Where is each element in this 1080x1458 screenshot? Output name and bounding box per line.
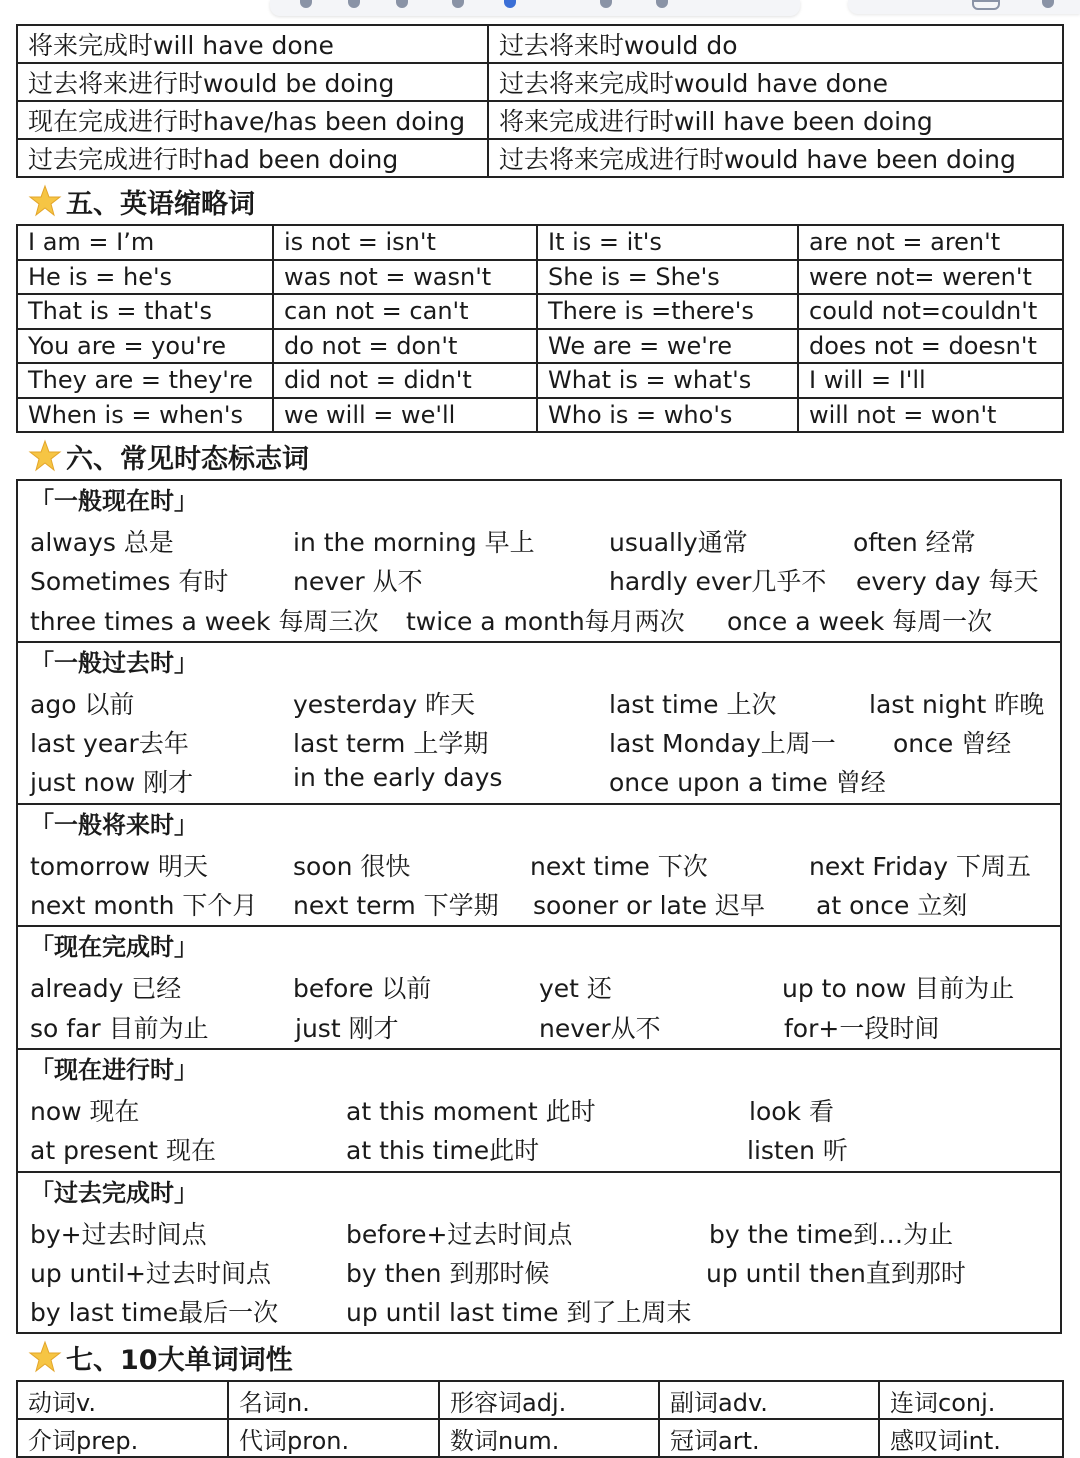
marker-phrase: by last time最后一次	[30, 1298, 279, 1328]
tense-marker-block	[18, 925, 1060, 1048]
table-cell: 介词prep.	[17, 1419, 228, 1457]
table-cell: It is = it's	[537, 225, 798, 260]
table-cell: You are = you're	[17, 329, 273, 364]
more-options-icon[interactable]	[972, 0, 1000, 10]
pen-tool-icon[interactable]	[300, 0, 312, 8]
table-cell: There is =there's	[537, 294, 798, 329]
table-cell: Who is = who's	[537, 398, 798, 433]
parts-of-speech-row	[17, 1419, 1063, 1457]
table-cell: What is = what's	[537, 363, 798, 398]
star-icon	[28, 439, 62, 473]
table-cell: could not=couldn't	[798, 294, 1063, 329]
section-heading-abbreviations	[16, 178, 1062, 224]
marker-phrase: for+一段时间	[784, 1013, 940, 1043]
marker-phrase: before+过去时间点	[346, 1219, 573, 1249]
tense-block-title: 「一般将来时」	[30, 810, 198, 839]
marker-row	[30, 1088, 1048, 1127]
pointer-tool-icon[interactable]	[656, 0, 668, 8]
table-cell: will not = won't	[798, 398, 1063, 433]
tense-marker-block	[18, 1171, 1060, 1333]
table-cell: 过去将来进行时would be doing	[17, 63, 488, 101]
marker-phrase: Sometimes 有时	[30, 567, 229, 597]
tense-row	[17, 139, 1063, 177]
table-cell: was not = wasn't	[273, 260, 537, 295]
marker-row	[30, 1289, 1048, 1328]
marker-phrase: in the morning 早上	[293, 528, 535, 557]
table-cell: We are = we're	[537, 329, 798, 364]
marker-phrase: at present 现在	[30, 1136, 217, 1166]
abbreviation-row	[17, 260, 1063, 295]
marker-phrase: sooner or late 迟早	[533, 891, 765, 921]
marker-phrase: at this time此时	[346, 1136, 540, 1166]
table-cell: 过去将来时would do	[488, 25, 1063, 63]
section-title: 六、常见时态标志词	[66, 443, 309, 475]
table-cell: I will = I'll	[798, 363, 1063, 398]
marker-phrase: soon 很快	[293, 851, 411, 881]
abbreviation-row	[17, 225, 1063, 260]
tense-block-title: 「现在进行时」	[30, 1055, 198, 1084]
star-icon	[28, 1340, 62, 1374]
marker-phrase: before 以前	[293, 974, 432, 1004]
parts-of-speech-row	[17, 1381, 1063, 1419]
marker-phrase: just 刚才	[295, 1013, 399, 1043]
table-cell: That is = that's	[17, 294, 273, 329]
marker-phrase: once upon a time 曾经	[609, 768, 886, 798]
marker-phrase: by the time到…为止	[709, 1219, 954, 1249]
tense-marker-block	[18, 1048, 1060, 1171]
table-cell: 过去完成进行时had been doing	[17, 139, 488, 177]
table-cell: are not = aren't	[798, 225, 1063, 260]
marker-phrase: often 经常	[853, 528, 976, 557]
abbreviation-row	[17, 329, 1063, 364]
share-icon[interactable]	[1042, 0, 1054, 8]
marker-row	[30, 1211, 1048, 1250]
marker-phrase: twice a month每月两次	[406, 606, 685, 636]
marker-phrase: now 现在	[30, 1096, 140, 1126]
marker-row	[30, 759, 1048, 798]
marker-row	[30, 598, 1048, 637]
table-cell: can not = can't	[273, 294, 537, 329]
marker-row	[30, 965, 1048, 1004]
marker-phrase: next month 下个月	[30, 891, 258, 921]
table-cell: 过去将来完成进行时would have been doing	[488, 139, 1063, 177]
marker-row	[30, 681, 1048, 720]
marker-row	[30, 882, 1048, 921]
marker-phrase: last term 上学期	[293, 729, 489, 759]
marker-phrase: never 从不	[293, 567, 423, 597]
marker-phrase: next Friday 下周五	[809, 851, 1032, 881]
abbreviation-row	[17, 363, 1063, 398]
table-cell: 感叹词int.	[879, 1419, 1063, 1457]
table-cell: 名词n.	[228, 1381, 439, 1419]
marker-row	[30, 720, 1048, 759]
marker-phrase: by then 到那时候	[346, 1258, 550, 1288]
tense-markers-box	[16, 479, 1062, 1334]
marker-phrase: yesterday 昨天	[293, 689, 476, 719]
marker-row	[30, 1005, 1048, 1044]
study-notes-page	[16, 24, 1062, 1458]
table-cell: He is = he's	[17, 260, 273, 295]
marker-row	[30, 1250, 1048, 1289]
table-cell: I am = I’m	[17, 225, 273, 260]
marker-phrase: once 曾经	[893, 729, 1012, 759]
abbreviation-row	[17, 294, 1063, 329]
tense-row	[17, 63, 1063, 101]
section-title: 五、英语缩略词	[66, 188, 255, 220]
marker-phrase: never从不	[539, 1013, 661, 1043]
table-cell: 代词pron.	[228, 1419, 439, 1457]
parts-of-speech-table	[16, 1380, 1064, 1458]
marker-phrase: by+过去时间点	[30, 1219, 207, 1249]
marker-phrase: once a week 每周一次	[727, 606, 993, 636]
marker-phrase: in the early days	[293, 763, 503, 793]
tense-marker-block	[18, 641, 1060, 803]
marker-phrase: hardly ever几乎不	[609, 567, 827, 597]
table-cell: 将来完成进行时will have been doing	[488, 101, 1063, 139]
section-title: 七、10大单词词性	[66, 1344, 293, 1376]
marker-phrase: last Monday上周一	[609, 729, 836, 759]
highlighter-tool-icon[interactable]	[348, 0, 360, 8]
marker-phrase: up until then直到那时	[706, 1258, 966, 1288]
marker-row	[30, 558, 1048, 597]
marker-phrase: up until last time 到了上周末	[346, 1298, 692, 1328]
marker-phrase: at this moment 此时	[346, 1096, 596, 1126]
table-cell: 副词adv.	[659, 1381, 879, 1419]
table-cell: They are = they're	[17, 363, 273, 398]
tense-forms-table	[16, 24, 1064, 178]
marker-phrase: look 看	[749, 1096, 834, 1126]
top-toolbar	[270, 0, 800, 16]
marker-phrase: yet 还	[539, 974, 612, 1004]
table-cell: 冠词art.	[659, 1419, 879, 1457]
marker-phrase: usually通常	[609, 528, 748, 557]
marker-phrase: last time 上次	[609, 689, 777, 719]
image-tool-icon[interactable]	[600, 0, 612, 8]
table-cell: 现在完成进行时have/has been doing	[17, 101, 488, 139]
marker-phrase: three times a week 每周三次	[30, 606, 379, 636]
marker-phrase: tomorrow 明天	[30, 851, 209, 881]
marker-phrase: next term 下学期	[293, 891, 499, 921]
section-heading-parts-of-speech	[16, 1334, 1062, 1380]
tense-block-title: 「一般现在时」	[30, 487, 198, 515]
tense-marker-block	[18, 481, 1060, 641]
tense-block-title: 「过去完成时」	[30, 1178, 198, 1207]
marker-phrase: every day 每天	[856, 567, 1039, 597]
top-toolbar-right	[848, 0, 1080, 14]
tense-row	[17, 25, 1063, 63]
marker-phrase: ago 以前	[30, 689, 135, 719]
marker-phrase: up until+过去时间点	[30, 1258, 271, 1288]
marker-phrase: so far 目前为止	[30, 1013, 209, 1043]
marker-phrase: already 已经	[30, 974, 182, 1004]
section-heading-tense-markers	[16, 433, 1062, 479]
tense-marker-block	[18, 803, 1060, 926]
table-cell: do not = don't	[273, 329, 537, 364]
table-cell: 过去将来完成时would have done	[488, 63, 1063, 101]
table-cell: 形容词adj.	[439, 1381, 659, 1419]
table-cell: we will = we'll	[273, 398, 537, 433]
marker-phrase: last year去年	[30, 729, 189, 759]
table-cell: does not = doesn't	[798, 329, 1063, 364]
table-cell: 数词num.	[439, 1419, 659, 1457]
table-cell: 将来完成时will have done	[17, 25, 488, 63]
marker-row	[30, 519, 1048, 558]
marker-phrase: up to now 目前为止	[782, 974, 1015, 1004]
marker-phrase: last night 昨晚	[869, 689, 1045, 719]
marker-phrase: listen 听	[747, 1136, 848, 1166]
abbreviations-table	[16, 224, 1064, 433]
table-cell: 动词v.	[17, 1381, 228, 1419]
tense-block-title: 「现在完成时」	[30, 933, 198, 962]
table-cell: 连词conj.	[879, 1381, 1063, 1419]
marker-phrase: at once 立刻	[816, 891, 968, 921]
lasso-tool-icon[interactable]	[452, 0, 464, 8]
marker-phrase: just now 刚才	[30, 768, 194, 798]
tense-row	[17, 101, 1063, 139]
eraser-tool-icon[interactable]	[396, 0, 408, 8]
star-icon	[28, 184, 62, 218]
tense-block-title: 「一般过去时」	[30, 648, 198, 677]
abbreviation-row	[17, 398, 1063, 433]
table-cell: were not= weren't	[798, 260, 1063, 295]
marker-phrase: next time 下次	[530, 851, 708, 881]
marker-phrase: always 总是	[30, 528, 174, 557]
table-cell: is not = isn't	[273, 225, 537, 260]
table-cell: She is = She's	[537, 260, 798, 295]
table-cell: did not = didn't	[273, 363, 537, 398]
table-cell: When is = when's	[17, 398, 273, 433]
shapes-tool-icon[interactable]	[504, 0, 516, 8]
marker-row	[30, 1127, 1048, 1166]
marker-row	[30, 843, 1048, 882]
